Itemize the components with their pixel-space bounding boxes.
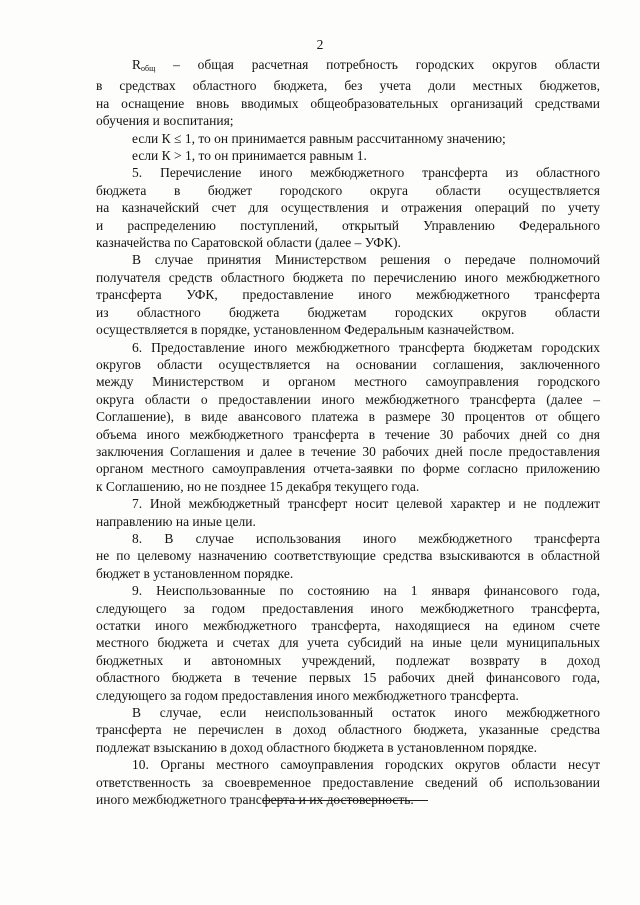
- text-line: [96, 56, 600, 77]
- text-line: В случае, если неиспользованный остаток иного межбюджетного: [132, 705, 600, 721]
- text-line: округов области осуществляется на основании соглашения, заключенного: [96, 356, 600, 372]
- text-line: 6. Предоставление иного межбюджетного трансферта бюджетам городских: [132, 339, 600, 355]
- paragraph-k-le-1: [96, 130, 600, 147]
- text-line: Соглашение), в виде авансового платежа в размере 30 процентов от общего: [96, 409, 600, 425]
- text-line: 7. Иной межбюджетный трансферт носит целевой характер и не подлежит: [132, 496, 600, 512]
- end-divider-line: [262, 800, 428, 801]
- text-line: ответственность за своевременное предоставление сведений об использовании: [96, 774, 600, 790]
- text-line: бюджетных и автономных учреждений, подлежат возврату в доход: [96, 652, 600, 668]
- text-line: заключения Соглашения и далее в течение 30 рабочих дней после предоставления: [96, 443, 600, 459]
- paragraph-6: [96, 339, 600, 496]
- text-line: остатки иного межбюджетного трансферта, находящиеся на едином счете: [96, 618, 600, 633]
- text-line: между Министерством и органом местного самоуправления городского: [96, 374, 600, 390]
- text-line: бюджет в установленном порядке.: [96, 565, 294, 581]
- r-subscript: общ: [141, 64, 156, 73]
- paragraph-r-definition: [96, 56, 600, 130]
- text-line: если К > 1, то он принимается равным 1.: [132, 148, 367, 164]
- text-line: В случае принятия Министерством решения о передаче полномочий: [132, 252, 600, 268]
- text-line: если К ≤ 1, то он принимается равным рассчитанному значению;: [132, 130, 506, 146]
- text-line: трансферта не перечислен в доход областного бюджета, указанные средства: [96, 722, 600, 738]
- text-line: на казначейский счет для осуществления и отражения операций по учету: [96, 200, 600, 216]
- text-line: трансферта УФК, предоставление иного межбюджетного трансферта: [96, 287, 600, 303]
- text-line: осуществляется в порядке, установленном Федеральным казначейством.: [96, 322, 515, 338]
- text-line-content: – общая расчетная потребность городских округов области: [173, 57, 600, 72]
- paragraph-7: [96, 495, 600, 530]
- text-line: иного межбюджетного трансферта и их достоверность.: [96, 792, 414, 808]
- text-line: обучения и воспитания;: [96, 113, 234, 129]
- text-line: следующего за годом предоставления иного межбюджетного трансферта.: [96, 687, 519, 703]
- text-line: следующего за годом предоставления иного межбюджетного трансферта,: [96, 600, 600, 616]
- text-line: и распределению поступлений, открытый Управлению Федерального: [96, 217, 600, 233]
- paragraph-8: [96, 530, 600, 582]
- text-line: местного бюджета и счетах для учета субсидий на иные цели муниципальных: [96, 635, 600, 651]
- text-line: не по целевому назначению соответствующие средства взыскиваются в областной: [96, 548, 600, 564]
- text-line: 10. Органы местного самоуправления городских округов области несут: [132, 757, 600, 773]
- text-line: 9. Неиспользованные по состоянию на 1 января финансового года,: [132, 583, 600, 599]
- text-line: в средствах областного бюджета, без учета доли местных бюджетов,: [96, 78, 600, 94]
- text-line: подлежат взысканию в доход областного бюджета в установленном порядке.: [96, 739, 537, 755]
- text-line: казначейства по Саратовской области (далее – УФК).: [96, 235, 401, 251]
- text-line: 8. В случае использования иного межбюджетного трансферта: [132, 530, 600, 546]
- page-number: 2: [316, 37, 324, 52]
- text-line: к Соглашению, но не позднее 15 декабря текущего года.: [96, 478, 420, 494]
- r-symbol: R: [132, 57, 142, 72]
- paragraph-9-remainder: [96, 704, 600, 756]
- paragraph-k-gt-1: [96, 147, 600, 164]
- text-line: бюджета в бюджет городского округа области осуществляется: [96, 182, 600, 198]
- text-line: 5. Перечисление иного межбюджетного трансферта из областного: [132, 165, 600, 181]
- text-line: из областного бюджета бюджетам городских округов области: [96, 304, 600, 320]
- text-line: направлению на иные цели.: [96, 513, 256, 529]
- text-line: объема иного межбюджетного трансферта в течение 30 рабочих дней со дня: [96, 426, 600, 442]
- text-line: получателя средств областного бюджета по перечислению иного межбюджетного: [96, 269, 600, 285]
- text-line: органом местного самоуправления отчета-заявки по форме согласно приложению: [96, 461, 600, 477]
- text-line: округа области о предоставлении иного межбюджетного трансферта (далее –: [96, 391, 600, 407]
- document-body: [96, 56, 600, 808]
- text-line: областного бюджета в течение первых 15 рабочих дней финансового года,: [96, 670, 600, 686]
- text-line: на оснащение вновь вводимых общеобразовательных организаций средствами: [96, 95, 600, 111]
- paragraph-5-delegation: [96, 251, 600, 338]
- paragraph-9: [96, 582, 600, 704]
- paragraph-5: [96, 164, 600, 251]
